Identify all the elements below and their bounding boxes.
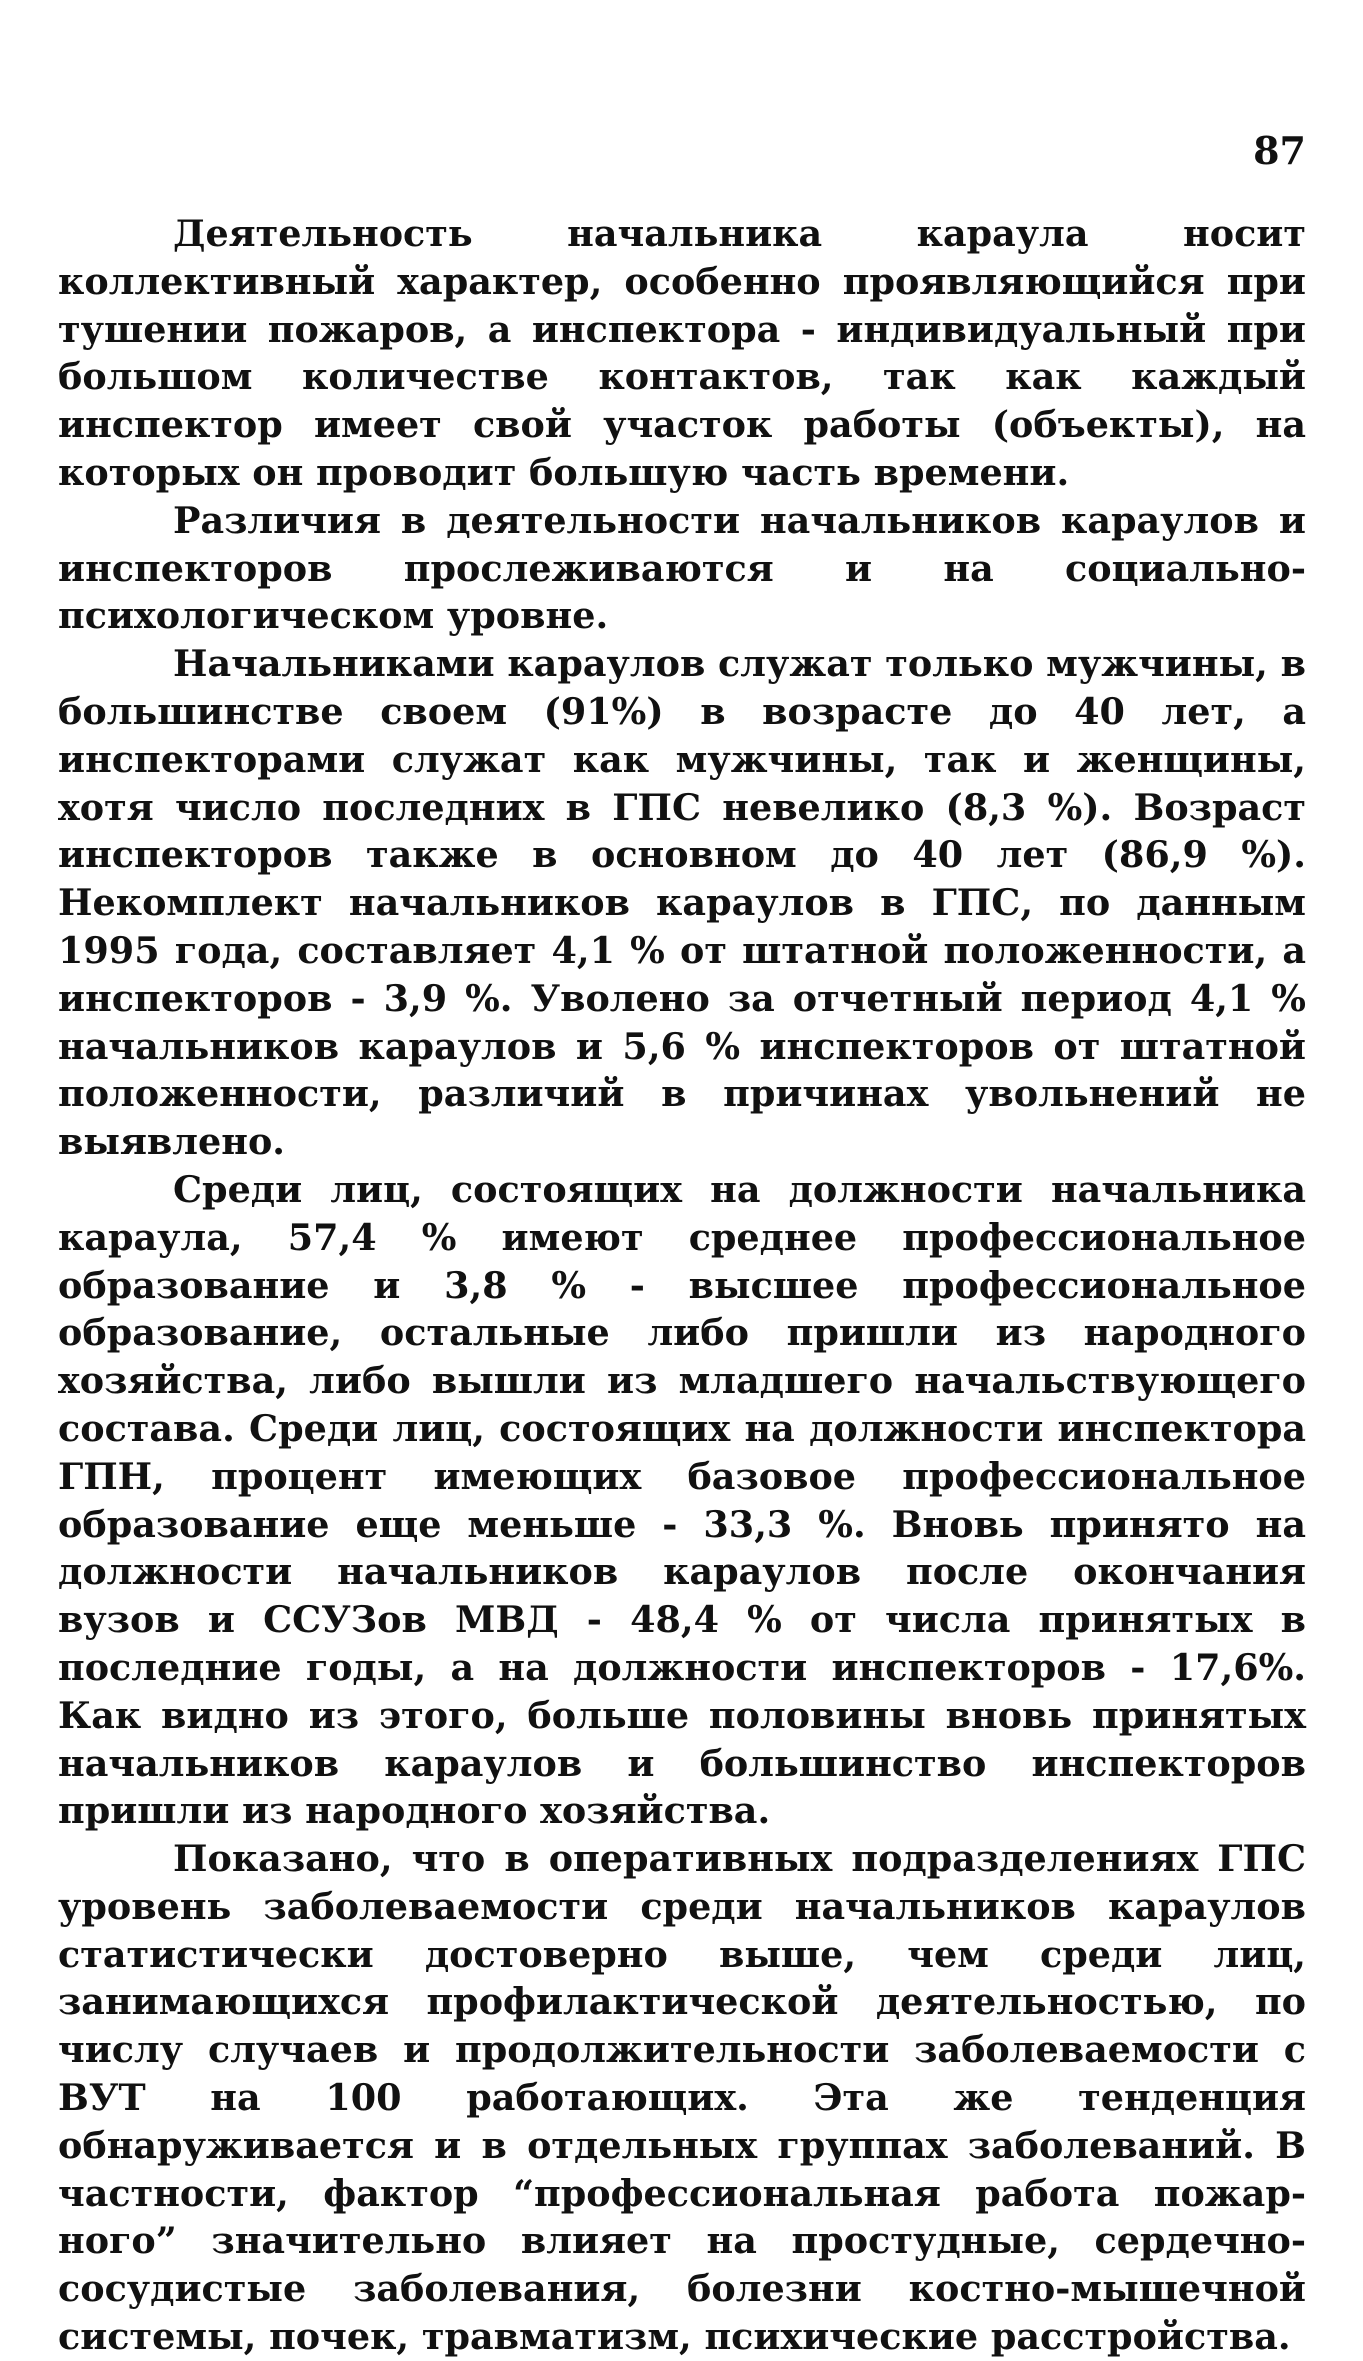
paragraph-socio-psychological: Различия в деятельности начальников караулов и инспекторов прослеживаются и на социально-психологическом уровне.	[58, 498, 1306, 638]
paragraph-staff-demographics: Начальниками караулов служат только мужчины, в большинстве своем (91%) в возрасте до 40 лет, а инспекторами служат как мужчины, так и женщины, хотя число последних в ГПС невелико (8,3 %). Возраст инспекторов также в основном до 40 лет (86,9 %). Некомплект начальников караулов в ГПС, по данным 1995 года, составляет 4,1 % от штатной положенности, а инспекторов - 3,9 %. Уволено за отчетный период 4,1 % начальников караулов и 5,6 % инспекторов от штатной положенности, различий в причинах увольнений не выявлено.	[58, 642, 1306, 1164]
paragraph-morbidity: Показано, что в оперативных подразделениях ГПС уровень заболеваемости среди начальников караулов статистически достоверно выше, чем среди лиц, занимающихся профилактической деятельностью, по числу случаев и продолжительности заболеваемости с ВУТ на 100 работающих. Эта же тенденция обнаруживается и в отдельных группах заболеваний. В частности, фактор “профессиональная работа пожарного” значительно влияет на простудные, сердечно-сосудистые заболевания, болезни костно-мышечной системы, почек, травматизм, психические расстройства.	[58, 1837, 1306, 2359]
paragraph-duties-comparison: Деятельность начальника караула носит коллективный характер, особенно проявляющийся при тушении пожаров, а инспектора - индивидуальный при большом количестве контактов, так как каждый инспектор имеет свой участок работы (объекты), на которых он проводит большую часть времени.	[58, 212, 1306, 494]
page-number: 87	[1253, 128, 1306, 173]
body-text	[58, 210, 1306, 2361]
paragraph-education: Среди лиц, состоящих на должности начальника караула, 57,4 % имеют среднее профессиональное образование и 3,8 % - высшее профессиональное образование, остальные либо пришли из народного хозяйства, либо вышли из младшего начальствующего состава. Среди лиц, состоящих на должности инспектора ГПН, процент имеющих базовое профессиональное образование еще меньше - 33,3 %. Вновь принято на должности начальников караулов после окончания вузов и ССУЗов МВД - 48,4 % от числа принятых в последние годы, а на должности инспекторов - 17,6%. Как видно из этого, больше половины вновь принятых начальников караулов и большинство инспекторов пришли из народного хозяйства.	[58, 1167, 1306, 1833]
